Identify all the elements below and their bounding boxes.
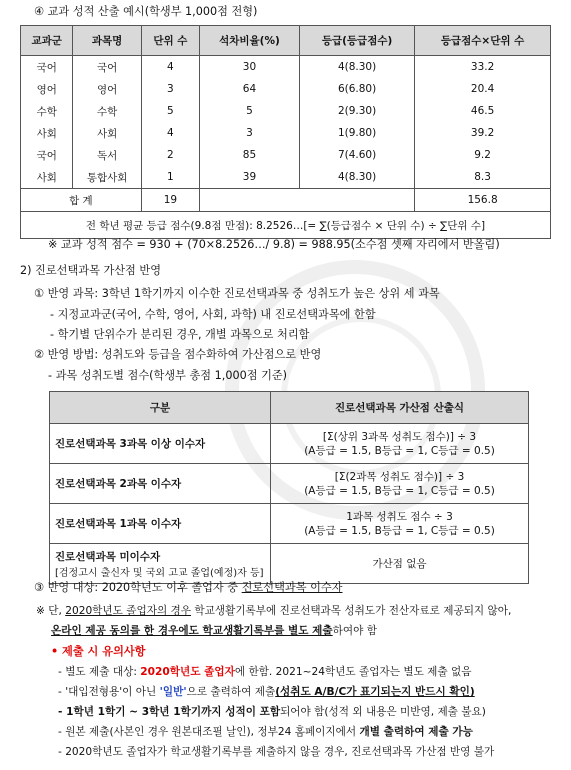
caution-2	[58, 684, 475, 700]
section-title: 2) 진로선택과목 가산점 반영	[20, 264, 162, 277]
table-cell: 사회	[21, 166, 73, 189]
header-cell: 과목명	[73, 26, 141, 56]
caution-highlight: (성취도 A/B/C가 표기되는지 반드시 확인)	[275, 686, 475, 698]
table-cell: 2(9.30)	[299, 100, 414, 122]
table-cell: 국어	[21, 56, 73, 79]
table-cell: 39.2	[415, 122, 551, 144]
caution-text: - '대입전형용'이 아닌	[58, 686, 160, 698]
table-cell: 4	[141, 122, 199, 144]
caution-title: • 제출 시 유의사항	[51, 645, 146, 658]
note-text: 하여야 함	[332, 625, 377, 637]
header-cell: 단위 수	[141, 26, 199, 56]
caution-text: - 별도 제출 대상:	[58, 666, 141, 678]
row-label: 진로선택과목 2과목 이수자	[50, 464, 271, 504]
caution-5: - 2020학년도 졸업자가 학교생활기록부를 제출하지 않을 경우, 진로선택과목 가산점 반영 불가	[58, 746, 495, 758]
table-cell: 5	[199, 100, 299, 122]
item-2: ② 반영 방법: 성취도와 등급을 점수화하여 가산점으로 반영	[34, 348, 322, 361]
table-cell: 영어	[73, 78, 141, 100]
caution-highlight: 2020학년도 졸업자	[140, 666, 235, 678]
grade-example-table	[20, 25, 551, 239]
heading-example: ④ 교과 성적 산출 예시(학생부 1,000점 전형)	[34, 5, 258, 18]
grade-points: (A등급 = 1.5, B등급 = 1, C등급 = 0.5)	[304, 444, 495, 457]
table-cell: 3	[141, 78, 199, 100]
empty-cell	[199, 189, 414, 212]
table-row	[21, 78, 551, 100]
header-cell: 진로선택과목 가산점 산출식	[271, 392, 529, 424]
item-1-sub-1: - 지정교과군(국어, 수학, 영어, 사회, 과학) 내 진로선택과목에 한함	[50, 308, 376, 321]
caution-4	[58, 724, 473, 740]
note-underlined: 온라인 제공 동의를 한 경우에도 학교생활기록부를 별도 제출	[51, 625, 333, 637]
caution-highlight: 개별 출력하여 제출 가능	[359, 726, 473, 738]
caution-highlight: - 1학년 1학기 ~ 3학년 1학기까지 성적이 포함	[58, 706, 281, 718]
note-line-2	[51, 623, 377, 639]
table-cell: 85	[199, 144, 299, 166]
note-text: ※ 단,	[36, 605, 66, 617]
grade-points: (A등급 = 1.5, B등급 = 1, C등급 = 0.5)	[304, 524, 495, 537]
table-cell: 통합사회	[73, 166, 141, 189]
table-cell: 수학	[21, 100, 73, 122]
note-text: 학교생활기록부에 진로선택과목 성취도가 전산자료로 제공되지 않아,	[191, 605, 512, 617]
note-line-1	[36, 603, 511, 619]
table-cell: 8.3	[415, 166, 551, 189]
total-label: 합 계	[21, 189, 142, 212]
formula: [Σ(2과목 성취도 점수)] ÷ 3	[334, 470, 465, 483]
formula-note: ※ 교과 성적 점수 = 930 + (70×8.2526…/ 9.8) = 988.95(소수점 셋째 자리에서 반올림)	[48, 238, 500, 251]
header-cell: 석차비율(%)	[199, 26, 299, 56]
table-cell: 영어	[21, 78, 73, 100]
table-cell: 20.4	[415, 78, 551, 100]
item-3-text: ③ 반영 대상: 2020학년도 이후 졸업자 중	[34, 581, 242, 594]
table-cell: 4	[141, 56, 199, 79]
table-header-row	[21, 26, 551, 56]
table-cell: 4(8.30)	[299, 166, 414, 189]
header-cell: 교과군	[21, 26, 73, 56]
table-cell: 독서	[73, 144, 141, 166]
total-row	[21, 189, 551, 212]
table-row	[21, 166, 551, 189]
table-cell: 사회	[73, 122, 141, 144]
item-1: ① 반영 과목: 3학년 1학기까지 이수한 진로선택과목 중 성취도가 높은 상위 세 과목	[34, 287, 440, 300]
row-label: 진로선택과목 1과목 이수자	[50, 504, 271, 544]
table-row	[21, 144, 551, 166]
item-2-sub-1: - 과목 성취도별 점수(학생부 총점 1,000점 기준)	[48, 369, 288, 382]
grade-points: (A등급 = 1.5, B등급 = 1, C등급 = 0.5)	[304, 484, 495, 497]
formula: 가산점 없음	[271, 544, 529, 584]
caution-text: 에 한함. 2021~24학년도 졸업자는 별도 제출 없음	[234, 666, 472, 678]
table-row	[50, 424, 529, 464]
row-sublabel: [검정고시 출신자 및 국외 고교 졸업(예정)자 등]	[55, 567, 264, 579]
total-units: 19	[141, 189, 199, 212]
caution-3	[58, 704, 486, 720]
table-cell: 사회	[21, 122, 73, 144]
row-label: 진로선택과목 미이수자	[55, 550, 161, 563]
table-cell: 3	[199, 122, 299, 144]
table-cell: 2	[141, 144, 199, 166]
header-cell: 등급점수×단위 수	[415, 26, 551, 56]
table-cell: 7(4.60)	[299, 144, 414, 166]
average-note: 전 학년 평균 등급 점수(9.8점 만점): 8.2526…[= ∑(등급점수 × 단위 수) ÷ ∑단위 수]	[21, 212, 551, 239]
table-row	[50, 464, 529, 504]
table-row	[21, 56, 551, 79]
caution-1	[58, 664, 471, 680]
table-cell: 9.2	[415, 144, 551, 166]
table-cell: 39	[199, 166, 299, 189]
table-cell: 국어	[21, 144, 73, 166]
header-cell: 등급(등급점수)	[299, 26, 414, 56]
table-row	[21, 122, 551, 144]
caution-text: 으로 출력하여 제출	[186, 686, 276, 698]
table-cell: 30	[199, 56, 299, 79]
note-underlined: 2020학년도 졸업자의 경우	[65, 605, 192, 617]
item-1-sub-2: - 학기별 단위수가 분리된 경우, 개별 과목으로 처리함	[50, 328, 310, 341]
table-cell: 1(9.80)	[299, 122, 414, 144]
table-row	[21, 100, 551, 122]
item-3	[34, 580, 343, 596]
caution-text: - 원본 제출(사본인 경우 원본대조필 날인), 정부24 홈페이지에서	[58, 726, 360, 738]
total-score: 156.8	[415, 189, 551, 212]
table-cell: 1	[141, 166, 199, 189]
header-cell: 구분	[50, 392, 271, 424]
table-cell: 33.2	[415, 56, 551, 79]
table-cell: 수학	[73, 100, 141, 122]
caution-highlight: '일반'	[159, 686, 187, 698]
item-3-target: 진로선택과목 이수자	[241, 581, 343, 594]
formula: [Σ(상위 3과목 성취도 점수)] ÷ 3	[322, 430, 477, 443]
table-cell: 64	[199, 78, 299, 100]
table-cell: 6(6.80)	[299, 78, 414, 100]
bonus-score-table	[49, 391, 529, 584]
table-cell: 46.5	[415, 100, 551, 122]
row-label: 진로선택과목 3과목 이상 이수자	[50, 424, 271, 464]
caution-text: 되어야 함(성적 외 내용은 미반영, 제출 불요)	[280, 706, 486, 718]
table-cell: 4(8.30)	[299, 56, 414, 79]
table-cell: 5	[141, 100, 199, 122]
formula: 1과목 성취도 점수 ÷ 3	[346, 510, 453, 523]
table-row	[50, 544, 529, 584]
table-row	[50, 504, 529, 544]
table-cell: 국어	[73, 56, 141, 79]
